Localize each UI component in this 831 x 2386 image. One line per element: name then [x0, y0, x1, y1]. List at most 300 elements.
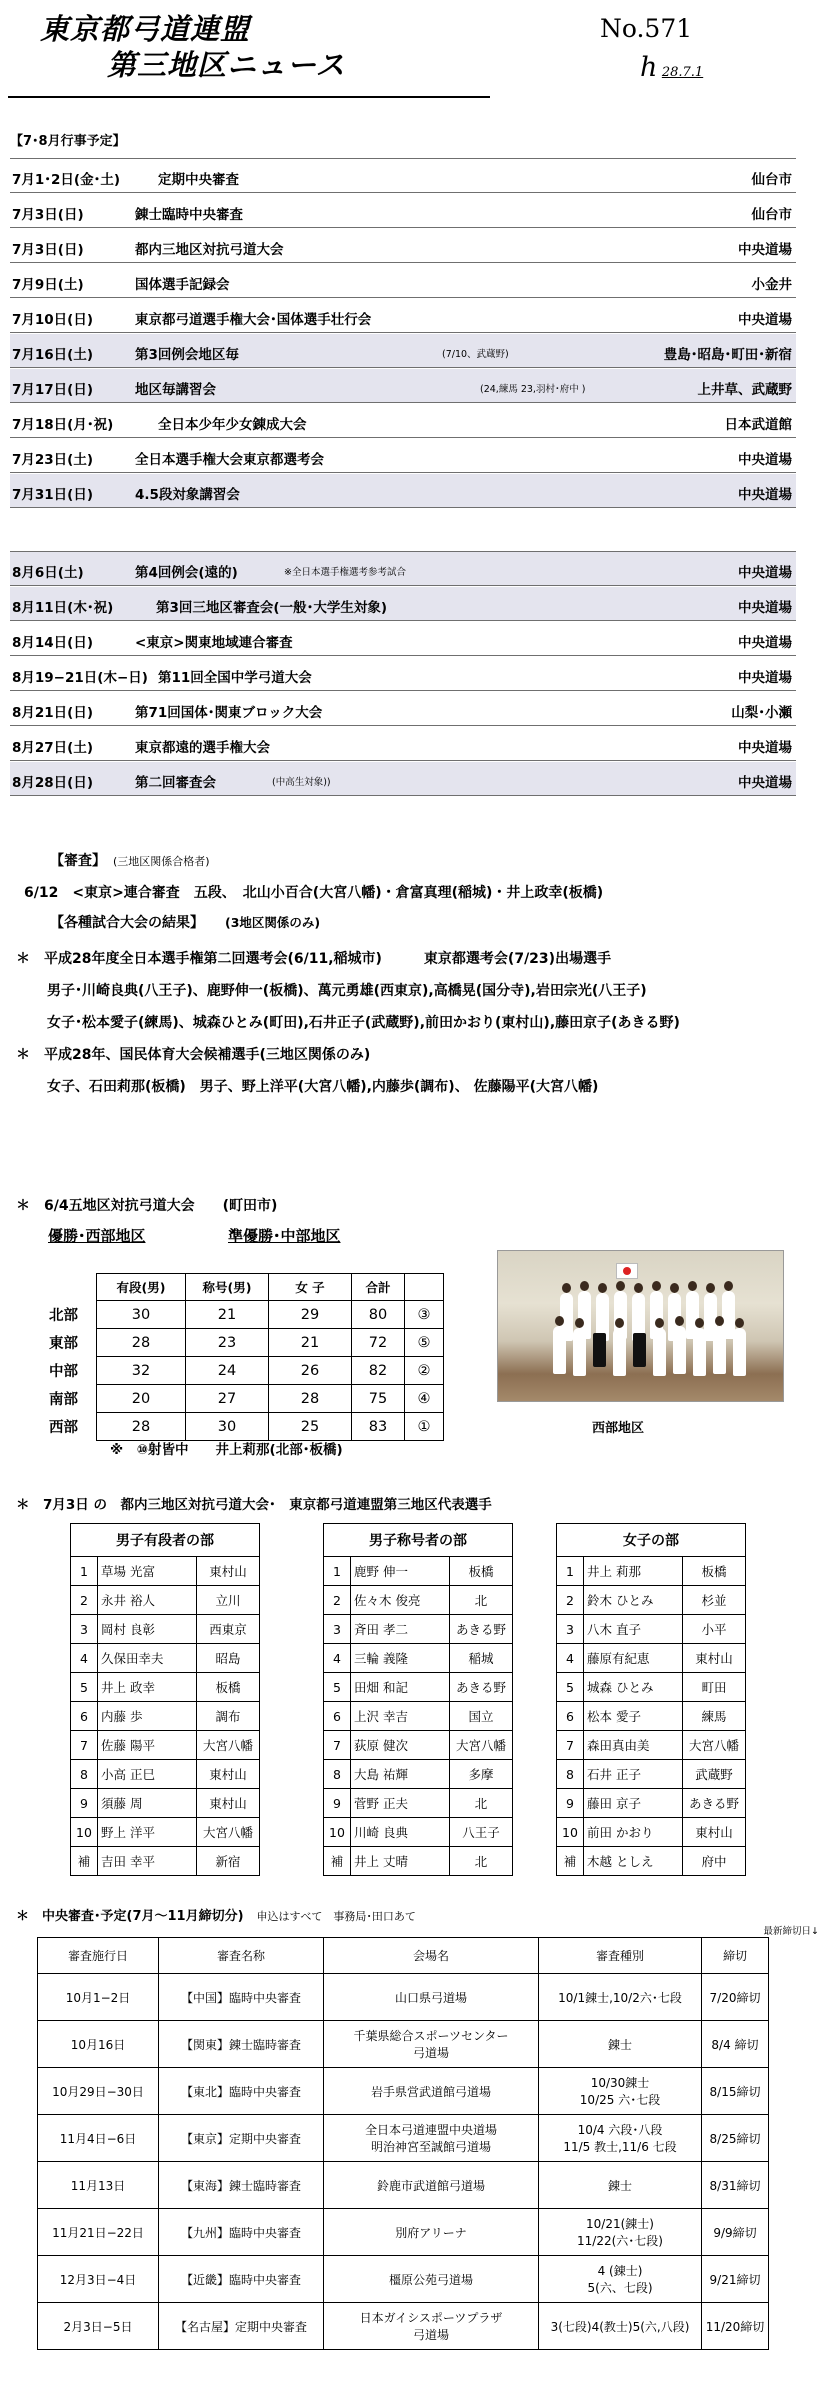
- roster-row: [71, 1760, 260, 1789]
- roster-player: 上沢 幸吉: [351, 1702, 450, 1731]
- schedule-note: (中高生対象)): [272, 777, 331, 788]
- exam-date: 11月4日−6日: [38, 2115, 159, 2162]
- roster-player: 井上 莉那: [584, 1557, 683, 1586]
- exam-venue: [324, 2162, 539, 2209]
- roster-player: 松本 愛子: [584, 1702, 683, 1731]
- exam-venue-line: 弓道場: [412, 2046, 449, 2060]
- col-header: 称号(男): [186, 1274, 269, 1301]
- roster-player: 岡村 良彰: [98, 1615, 197, 1644]
- schedule-date: 8月6日(土): [12, 565, 84, 581]
- roster-row: [557, 1557, 746, 1586]
- exam-type-line: 3(七段)4(教士)5(六,八段): [550, 2319, 690, 2334]
- exam-deadline: 9/21締切: [702, 2256, 769, 2303]
- exam-type: [539, 2209, 702, 2256]
- roster-no: 4: [71, 1644, 98, 1673]
- exam-venue-line: 明治神宮至誠館弓道場: [370, 2140, 491, 2154]
- score-cell: 26: [269, 1357, 352, 1385]
- roster-no: 8: [557, 1760, 584, 1789]
- schedule-venue: 小金井: [751, 277, 792, 293]
- roster-no: 8: [71, 1760, 98, 1789]
- schedule-title: 第4回例会(遠的): [135, 565, 238, 581]
- exam-row: [38, 2115, 769, 2162]
- roster-row: [557, 1673, 746, 1702]
- roster-no: 5: [71, 1673, 98, 1702]
- schedule-title: 東京都弓道選手権大会･国体選手壮行会: [135, 312, 372, 328]
- schedule-row: [10, 692, 796, 726]
- roster-no: 5: [557, 1673, 584, 1702]
- exam-venue-line: 山口県弓道場: [394, 1990, 467, 2005]
- roster-club: 板橋: [450, 1557, 513, 1586]
- schedule-venue: 中央道場: [738, 600, 792, 616]
- roster-no: 6: [557, 1702, 584, 1731]
- district-name: 北部: [49, 1308, 78, 1324]
- exam-row: [38, 2068, 769, 2115]
- roster-club: 東村山: [683, 1644, 746, 1673]
- roster-club: 杉並: [683, 1586, 746, 1615]
- roster-player: 前田 かおり: [584, 1818, 683, 1847]
- roster-player: 内藤 歩: [98, 1702, 197, 1731]
- exam-type-line: 11/5 教士,11/6 七段: [563, 2140, 677, 2154]
- exam-type: [539, 2162, 702, 2209]
- roster-club: 板橋: [197, 1673, 260, 1702]
- schedule-row: [10, 552, 796, 586]
- title-line1: 東京都弓道連盟: [40, 12, 251, 46]
- schedule-venue: 中央道場: [738, 312, 792, 328]
- exam-venue: [324, 2209, 539, 2256]
- taiko-row: [48, 1357, 444, 1385]
- flag-icon: [616, 1263, 638, 1279]
- exam-name: 【近畿】臨時中央審査: [159, 2256, 324, 2303]
- score-cell: 30: [97, 1301, 186, 1329]
- roster-header: 男子有段者の部: [71, 1524, 260, 1557]
- exam-date: 12月3日−4日: [38, 2256, 159, 2303]
- roster-row: [324, 1731, 513, 1760]
- roster-player: 野上 洋平: [98, 1818, 197, 1847]
- roster-player: 木越 としえ: [584, 1847, 683, 1876]
- roster-no: 10: [71, 1818, 98, 1847]
- col-header: 女 子: [269, 1274, 352, 1301]
- schedule-date: 7月16日(土): [12, 347, 94, 363]
- score-cell: 28: [97, 1413, 186, 1441]
- roster-no: 1: [71, 1557, 98, 1586]
- schedule-title: 第71回国体･関東ブロック大会: [135, 705, 323, 721]
- roster-no: 2: [324, 1586, 351, 1615]
- score-cell: 27: [186, 1385, 269, 1413]
- roster-club: 東村山: [197, 1760, 260, 1789]
- roster-club: 北: [450, 1789, 513, 1818]
- district-name: 東部: [49, 1336, 78, 1352]
- schedule-title: 東京都遠的選手権大会: [135, 740, 270, 756]
- rank-cell: ①: [405, 1413, 444, 1441]
- roster-no: 7: [324, 1731, 351, 1760]
- schedule-row: [10, 404, 796, 438]
- schedule-title: 定期中央審査: [158, 172, 239, 188]
- roster-no: 3: [557, 1615, 584, 1644]
- roster-no: 補: [557, 1847, 584, 1876]
- roster-no: 6: [324, 1702, 351, 1731]
- results-heading: 【各種試合大会の結果】 (3地区関係のみ): [50, 915, 321, 931]
- issue-number: No.571: [600, 14, 693, 43]
- exam-deadline: 8/4 締切: [702, 2021, 769, 2068]
- taiko-header-row: [48, 1274, 444, 1301]
- roster-header: 女子の部: [557, 1524, 746, 1557]
- schedule-title: 錬士臨時中央審査: [135, 207, 243, 223]
- roster-no: 1: [324, 1557, 351, 1586]
- schedule-venue: 仙台市: [751, 207, 792, 223]
- score-cell: 28: [97, 1329, 186, 1357]
- exam-venue: [324, 1974, 539, 2021]
- exam-venue: [324, 2115, 539, 2162]
- roster-club: 大宮八幡: [197, 1731, 260, 1760]
- roster-row: [324, 1847, 513, 1876]
- exam-type: [539, 1974, 702, 2021]
- roster-no: 補: [324, 1847, 351, 1876]
- schedule-row: [10, 194, 796, 228]
- taiko-score-table: [48, 1273, 444, 1441]
- roster-player: 佐々木 俊亮: [351, 1586, 450, 1615]
- roster-player: 久保田幸夫: [98, 1644, 197, 1673]
- rank-cell: ⑤: [405, 1329, 444, 1357]
- schedule-venue: 仙台市: [751, 172, 792, 188]
- schedule-row: [10, 229, 796, 263]
- schedule-row: [10, 264, 796, 298]
- score-cell: 75: [352, 1385, 405, 1413]
- title-line2: 第三地区ニュース: [107, 48, 346, 82]
- exam-row: [38, 2256, 769, 2303]
- exam-date: 10月29日−30日: [38, 2068, 159, 2115]
- roster-club: 国立: [450, 1702, 513, 1731]
- roster-row: [557, 1731, 746, 1760]
- roster-header: 男子称号者の部: [324, 1524, 513, 1557]
- schedule-title: 国体選手記録会: [135, 277, 230, 293]
- roster-club: 東村山: [683, 1818, 746, 1847]
- schedule-venue: 中央道場: [738, 775, 792, 791]
- roster-row: [557, 1847, 746, 1876]
- col-header: 会場名: [324, 1938, 539, 1974]
- exam-type-line: 10/30錬士: [590, 2076, 650, 2090]
- schedule-venue: 中央道場: [738, 670, 792, 686]
- schedule-date: 7月23日(土): [12, 452, 94, 468]
- exam-venue-line: 鈴鹿市武道館弓道場: [376, 2178, 485, 2193]
- roster-club: 立川: [197, 1586, 260, 1615]
- schedule-title: 第3回例会地区毎: [135, 347, 239, 363]
- roster-club: あきる野: [450, 1615, 513, 1644]
- schedule-venue: 中央道場: [738, 565, 792, 581]
- exam-type-line: 11/22(六･七段): [577, 2234, 663, 2248]
- col-header: 審査施行日: [38, 1938, 159, 1974]
- exam-type: [539, 2068, 702, 2115]
- roster-club: 町田: [683, 1673, 746, 1702]
- schedule-title: <東京>関東地域連合審査: [135, 635, 293, 651]
- exam-venue: [324, 2068, 539, 2115]
- roster-club: 稲城: [450, 1644, 513, 1673]
- roster-row: [71, 1586, 260, 1615]
- roster-no: 9: [557, 1789, 584, 1818]
- roster-row: [557, 1702, 746, 1731]
- taiko-runner: 準優勝･中部地区: [228, 1227, 341, 1245]
- exam-name: 【東京】定期中央審査: [159, 2115, 324, 2162]
- col-header: 合計: [352, 1274, 405, 1301]
- exam-deadline: 8/25締切: [702, 2115, 769, 2162]
- schedule-date: 7月10日(日): [12, 312, 94, 328]
- schedule-row: [10, 334, 796, 368]
- roster-table: [323, 1523, 513, 1876]
- taiko-row: [48, 1385, 444, 1413]
- exam-venue-line: 全日本弓道連盟中央道場: [364, 2123, 497, 2137]
- roster-no: 3: [324, 1615, 351, 1644]
- roster-table: [70, 1523, 260, 1876]
- schedule-date: 8月11日(木･祝): [12, 600, 114, 616]
- exam-venue: [324, 2303, 539, 2350]
- roster-club: 練馬: [683, 1702, 746, 1731]
- schedule-title: 全日本選手権大会東京都選考会: [135, 452, 324, 468]
- schedule-venue: 中央道場: [738, 452, 792, 468]
- schedule-date: 8月19−21日(木−日): [12, 670, 148, 686]
- exam-type-line: 錬士: [607, 2178, 632, 2193]
- roster-no: 10: [557, 1818, 584, 1847]
- exam-venue-line: 別府アリーナ: [395, 2225, 467, 2240]
- shinsa-heading: 【審査】 (三地区関係合格者): [50, 853, 210, 869]
- score-cell: 83: [352, 1413, 405, 1441]
- roster-row: [71, 1644, 260, 1673]
- roster-no: 2: [71, 1586, 98, 1615]
- schedule-date: 7月17日(日): [12, 382, 94, 398]
- score-cell: 80: [352, 1301, 405, 1329]
- district-name: 西部: [49, 1420, 78, 1436]
- taiko-title: ＊ 6/4五地区対抗弓道大会 (町田市): [16, 1198, 278, 1214]
- roster-player: 小高 正巳: [98, 1760, 197, 1789]
- schedule-venue: 上井草、武蔵野: [697, 382, 792, 398]
- roster-row: [71, 1557, 260, 1586]
- schedule-date: 8月21日(日): [12, 705, 94, 721]
- exam-type: [539, 2303, 702, 2350]
- exam-date: 10月16日: [38, 2021, 159, 2068]
- schedule-date: 7月3日(日): [12, 207, 84, 223]
- roster-no: 1: [557, 1557, 584, 1586]
- rank-cell: ③: [405, 1301, 444, 1329]
- roster-player: 井上 政幸: [98, 1673, 197, 1702]
- roster-row: [557, 1760, 746, 1789]
- roster-club: 調布: [197, 1702, 260, 1731]
- exam-venue-line: 弓道場: [412, 2328, 449, 2342]
- roster-player: 鹿野 伸一: [351, 1557, 450, 1586]
- schedule-venue: 中央道場: [738, 242, 792, 258]
- roster-club: 北: [450, 1586, 513, 1615]
- exam-type-line: 10/25 六･七段: [579, 2093, 661, 2107]
- roster-player: 森田真由美: [584, 1731, 683, 1760]
- roster-row: [557, 1615, 746, 1644]
- schedule-note: (24,練馬 23,羽村･府中 ): [480, 384, 586, 395]
- exam-deadline: 8/31締切: [702, 2162, 769, 2209]
- roster-player: 藤田 京子: [584, 1789, 683, 1818]
- roster-club: 板橋: [683, 1557, 746, 1586]
- issue-date: [640, 52, 703, 83]
- schedule-row: [10, 439, 796, 473]
- roster-club: 東村山: [197, 1789, 260, 1818]
- exam-type-line: 5(六、七段): [587, 2281, 653, 2295]
- exam-venue-line: 橿原公苑弓道場: [388, 2272, 473, 2287]
- schedule-row: [10, 762, 796, 796]
- score-cell: 30: [186, 1413, 269, 1441]
- exam-name: 【九州】臨時中央審査: [159, 2209, 324, 2256]
- roster-club: 大宮八幡: [197, 1818, 260, 1847]
- roster-row: [71, 1847, 260, 1876]
- roster-row: [71, 1673, 260, 1702]
- score-cell: 20: [97, 1385, 186, 1413]
- header-rule: [8, 96, 490, 98]
- roster-no: 9: [324, 1789, 351, 1818]
- roster-club: 新宿: [197, 1847, 260, 1876]
- schedule-row: [10, 587, 796, 621]
- roster-row: [324, 1760, 513, 1789]
- taiko-row: [48, 1329, 444, 1357]
- roster-row: [324, 1557, 513, 1586]
- era-mark: h: [640, 52, 658, 83]
- exam-updated-note: 最新締切日↓: [763, 1926, 819, 1937]
- schedule-note: ※全日本選手権選考参考試合: [284, 567, 406, 578]
- exam-name: 【東海】錬士臨時審査: [159, 2162, 324, 2209]
- results-item1-women: 女子･松本愛子(練馬)、城森ひとみ(町田),石井正子(武蔵野),前田かおり(東村山),藤田京子(あきる野): [47, 1015, 680, 1031]
- schedule-heading: 【7･8月行事予定】: [10, 134, 126, 149]
- exam-date: 2月3日−5日: [38, 2303, 159, 2350]
- roster-player: 藤原有紀恵: [584, 1644, 683, 1673]
- roster-no: 7: [71, 1731, 98, 1760]
- score-cell: 29: [269, 1301, 352, 1329]
- schedule-row: [10, 622, 796, 656]
- roster-club: あきる野: [683, 1789, 746, 1818]
- shinsa-line: 6/12 <東京>連合審査 五段、 北山小百合(大宮八幡)・倉富真理(稲城)・井上政幸(板橋): [24, 885, 604, 901]
- roster-row: [557, 1586, 746, 1615]
- exam-row: [38, 2303, 769, 2350]
- exam-type-line: 10/4 六段･八段: [577, 2123, 663, 2137]
- date-value: 28.7.1: [661, 65, 704, 80]
- roster-player: 吉田 幸平: [98, 1847, 197, 1876]
- exam-venue-line: 岩手県営武道館弓道場: [370, 2084, 491, 2099]
- roster-no: 9: [71, 1789, 98, 1818]
- schedule-venue: 中央道場: [738, 635, 792, 651]
- roster-club: 武蔵野: [683, 1760, 746, 1789]
- schedule-venue: 中央道場: [738, 740, 792, 756]
- schedule-title: 全日本少年少女錬成大会: [158, 417, 307, 433]
- schedule-venue: 山梨･小瀬: [731, 705, 792, 721]
- schedule-title: 第二回審査会: [135, 775, 216, 791]
- roster-player: 三輪 義隆: [351, 1644, 450, 1673]
- exam-venue: [324, 2021, 539, 2068]
- exam-date: 10月1−2日: [38, 1974, 159, 2021]
- roster-player: 鈴木 ひとみ: [584, 1586, 683, 1615]
- roster-club: 大宮八幡: [450, 1731, 513, 1760]
- exam-deadline: 11/20締切: [702, 2303, 769, 2350]
- roster-club: 小平: [683, 1615, 746, 1644]
- exam-table: [37, 1937, 769, 2350]
- taiko-row: [48, 1301, 444, 1329]
- roster-no: 7: [557, 1731, 584, 1760]
- roster-club: 昭島: [197, 1644, 260, 1673]
- roster-club: 東村山: [197, 1557, 260, 1586]
- schedule-venue: 日本武道館: [724, 417, 792, 433]
- taiko-winner: 優勝･西部地区: [48, 1227, 146, 1245]
- roster-club: 西東京: [197, 1615, 260, 1644]
- roster-table: [556, 1523, 746, 1876]
- roster-player: 永井 裕人: [98, 1586, 197, 1615]
- roster-player: 斉田 孝二: [351, 1615, 450, 1644]
- schedule-date: 8月27日(土): [12, 740, 94, 756]
- roster-no: 補: [71, 1847, 98, 1876]
- exam-deadline: 8/15締切: [702, 2068, 769, 2115]
- roster-row: [71, 1818, 260, 1847]
- roster-no: 5: [324, 1673, 351, 1702]
- schedule-row: [10, 159, 796, 193]
- schedule-date: 8月14日(日): [12, 635, 94, 651]
- schedule-row: [10, 727, 796, 761]
- results-item2-title: ＊ 平成28年、国民体育大会候補選手(三地区関係のみ): [16, 1047, 371, 1063]
- roster-row: [324, 1818, 513, 1847]
- roster-club: あきる野: [450, 1673, 513, 1702]
- roster-no: 2: [557, 1586, 584, 1615]
- exam-name: 【名古屋】定期中央審査: [159, 2303, 324, 2350]
- roster-player: 荻原 健次: [351, 1731, 450, 1760]
- schedule-row: [10, 369, 796, 403]
- schedule-title: 地区毎講習会: [135, 382, 216, 398]
- roster-no: 10: [324, 1818, 351, 1847]
- exam-date: 11月13日: [38, 2162, 159, 2209]
- exam-deadline: 7/20締切: [702, 1974, 769, 2021]
- col-header: 審査名称: [159, 1938, 324, 1974]
- exam-header-row: [38, 1938, 769, 1974]
- roster-player: 菅野 正夫: [351, 1789, 450, 1818]
- roster-row: [324, 1673, 513, 1702]
- score-cell: 23: [186, 1329, 269, 1357]
- score-cell: 21: [186, 1301, 269, 1329]
- schedule-title: 4.5段対象講習会: [135, 487, 240, 503]
- schedule-date: 7月18日(月･祝): [12, 417, 114, 433]
- exam-name: 【関東】錬士臨時審査: [159, 2021, 324, 2068]
- exam-name: 【中国】臨時中央審査: [159, 1974, 324, 2021]
- schedule-date: 7月9日(土): [12, 277, 84, 293]
- exam-type-line: 錬士: [607, 2037, 632, 2052]
- score-cell: 72: [352, 1329, 405, 1357]
- team-photo: [497, 1250, 784, 1402]
- exam-venue-line: 日本ガイシスポーツプラザ: [359, 2311, 503, 2325]
- roster-player: 須藤 周: [98, 1789, 197, 1818]
- schedule-row: [10, 657, 796, 691]
- roster-player: 川崎 良典: [351, 1818, 450, 1847]
- score-cell: 32: [97, 1357, 186, 1385]
- roster-title: ＊ 7月3日 の 都内三地区対抗弓道大会･ 東京都弓道連盟第三地区代表選手: [16, 1497, 492, 1513]
- score-cell: 82: [352, 1357, 405, 1385]
- schedule-venue: 豊島･昭島･町田･新宿: [663, 347, 792, 363]
- schedule-row: [10, 474, 796, 508]
- roster-row: [71, 1789, 260, 1818]
- roster-no: 4: [324, 1644, 351, 1673]
- taiko-row: [48, 1413, 444, 1441]
- score-cell: 28: [269, 1385, 352, 1413]
- roster-row: [557, 1789, 746, 1818]
- roster-row: [71, 1702, 260, 1731]
- exam-venue: [324, 2256, 539, 2303]
- district-name: 南部: [49, 1392, 78, 1408]
- schedule-title: 都内三地区対抗弓道大会: [135, 242, 284, 258]
- roster-player: 井上 丈晴: [351, 1847, 450, 1876]
- roster-row: [71, 1615, 260, 1644]
- roster-row: [557, 1644, 746, 1673]
- results-item1-men: 男子･川崎良典(八王子)、鹿野伸一(板橋)、萬元勇雄(西東京),高橋晃(国分寺),岩田宗光(八王子): [47, 983, 647, 999]
- rank-cell: ②: [405, 1357, 444, 1385]
- schedule-date: 7月3日(日): [12, 242, 84, 258]
- exam-date: 11月21日−22日: [38, 2209, 159, 2256]
- exam-row: [38, 1974, 769, 2021]
- roster-row: [324, 1789, 513, 1818]
